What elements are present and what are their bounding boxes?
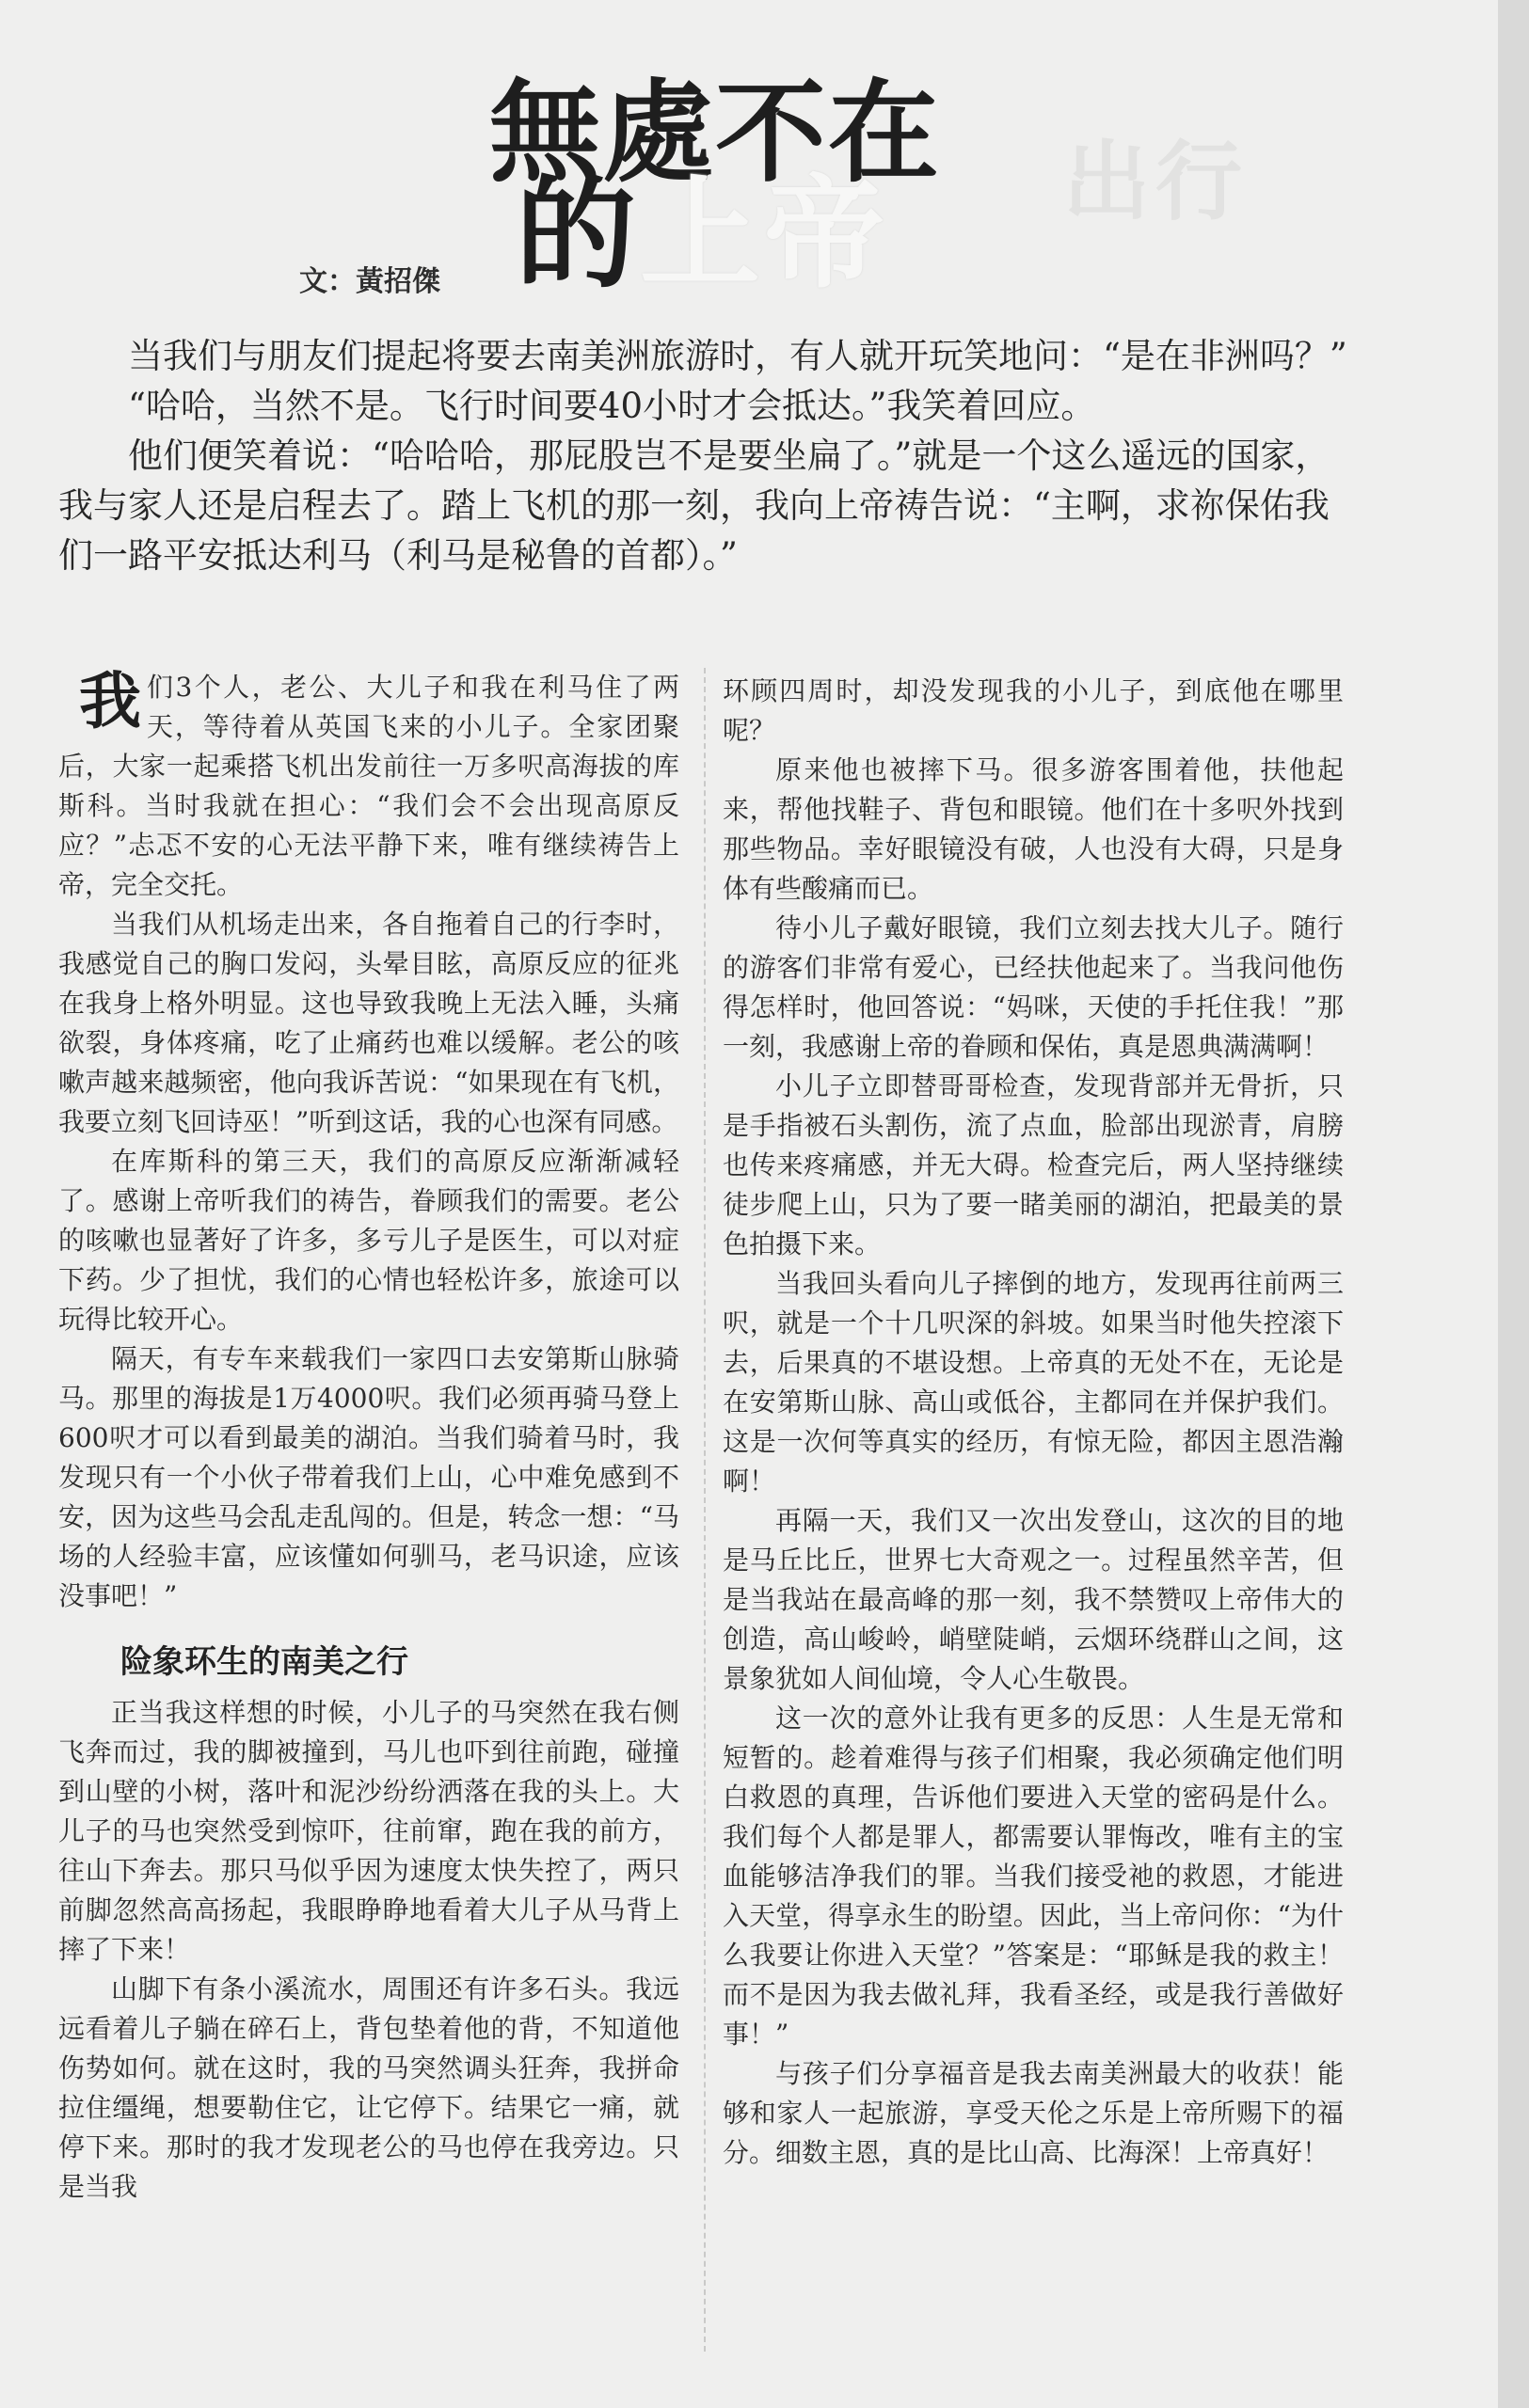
drop-cap: 我	[79, 665, 141, 737]
body-paragraph: 这一次的意外让我有更多的反思：人生是无常和短暂的。趁着难得与孩子们相聚，我必须确定他们明白救恩的真理，告诉他们要进入天堂的密码是什么。我们每个人都是罪人，都需要认罪悔改，唯有主的宝血能够洁净我们的罪。当我们接受祂的救恩，才能进入天堂，得享永生的盼望。因此，当上帝问你：“为什么我要让你进入天堂？”答案是：“耶稣是我的救主！而不是因为我去做礼拜，我看圣经，或是我行善做好事！”	[723, 1703, 1344, 2050]
section-subhead: 险象环生的南美之行	[120, 1643, 408, 1681]
title-char-de: 的	[516, 165, 641, 305]
body-paragraph: 环顾四周时，却没发现我的小儿子，到底他在哪里呢？	[723, 675, 1344, 746]
body-paragraph: 与孩子们分享福音是我去南美洲最大的收获！能够和家人一起旅游，享受天伦之乐是上帝所赐下的福分。细数主恩，真的是比山高、比海深！上帝真好！	[723, 2058, 1344, 2168]
left-column	[58, 665, 679, 2207]
page-edge-shadow	[1498, 0, 1529, 2408]
body-paragraph: 正当我这样想的时候，小儿子的马突然在我右侧飞奔而过，我的脚被撞到，马儿也吓到往前跑，碰撞到山壁的小树，落叶和泥沙纷纷洒落在我的头上。大儿子的马也突然受到惊吓，往前窜，跑在我的前方，往山下奔去。那只马似乎因为速度太快失控了，两只前脚忽然高高扬起，我眼睁睁地看着大儿子从马背上摔了下来！	[58, 1697, 679, 1965]
intro-paragraph: 当我们与朋友们提起将要去南美洲旅游时，有人就开玩笑地问：“是在非洲吗？”	[128, 336, 1347, 376]
body-paragraph: 当我回头看向儿子摔倒的地方，发现再往前两三呎，就是一个十几呎深的斜坡。如果当时他失控滚下去，后果真的不堪设想。上帝真的无处不在，无论是在安第斯山脉、高山或低谷，主都同在并保护我们。这是一次何等真实的经历，有惊无险，都因主恩浩瀚啊！	[723, 1268, 1344, 1497]
body-paragraph: 再隔一天，我们又一次出发登山，这次的目的地是马丘比丘，世界七大奇观之一。过程虽然辛苦，但是当我站在最高峰的那一刻，我不禁赞叹上帝伟大的创造，高山峻岭，峭壁陡峭，云烟环绕群山之间，这景象犹如人间仙境，令人心生敬畏。	[723, 1505, 1344, 1694]
body-paragraph: 小儿子立即替哥哥检查，发现背部并无骨折，只是手指被石头割伤，流了点血，脸部出现淤青，肩膀也传来疼痛感，并无大碍。检查完后，两人坚持继续徒步爬上山，只为了要一睹美丽的湖泊，把最美的景色拍摄下来。	[723, 1070, 1344, 1259]
intro-section	[58, 331, 1357, 580]
intro-paragraph: 他们便笑着说：“哈哈哈，那屁股岂不是要坐扁了。”就是一个这么遥远的国家，我与家人还是启程去了。踏上飞机的那一刻，我向上帝祷告说：“主啊，求祢保佑我们一路平安抵达利马（利马是秘鲁的首都）。”	[58, 436, 1330, 576]
body-paragraph	[58, 665, 679, 905]
bleed-through-text: 出行	[1063, 131, 1249, 232]
right-column	[723, 672, 1344, 2173]
body-paragraph: 当我们从机场走出来，各自拖着自己的行李时，我感觉自己的胸口发闷，头晕目眩，高原反应的征兆在我身上格外明显。这也导致我晚上无法入睡，头痛欲裂，身体疼痛，吃了止痛药也难以缓解。老公的咳嗽声越来越频密，他向我诉苦说：“如果现在有飞机，我要立刻飞回诗巫！”听到这话，我的心也深有同感。	[58, 909, 679, 1137]
title-word-shangdi: 上帝	[640, 165, 889, 305]
article-title-line2	[516, 165, 889, 305]
body-paragraph: 山脚下有条小溪流水，周围还有许多石头。我远远看着儿子躺在碎石上，背包垫着他的背，不知道他伤势如何。就在这时，我的马突然调头狂奔，我拼命拉住缰绳，想要勒住它，让它停下。结果它一痛，就停下来。那时的我才发现老公的马也停在我旁边。只是当我	[58, 1973, 679, 2202]
column-divider	[704, 668, 707, 2352]
body-paragraph: 在库斯科的第三天，我们的高原反应渐渐减轻了。感谢上帝听我们的祷告，眷顾我们的需要。老公的咳嗽也显著好了许多，多亏儿子是医生，可以对症下药。少了担忧，我们的心情也轻松许多，旅途可以玩得比较开心。	[58, 1146, 679, 1335]
body-columns	[58, 665, 1357, 2356]
intro-paragraph: “哈哈，当然不是。飞行时间要40小时才会抵达。”我笑着回应。	[128, 386, 1096, 426]
paragraph-text: 们3个人，老公、大儿子和我在利马住了两天，等待着从英国飞来的小儿子。全家团聚后，大家一起乘搭飞机出发前往一万多呎高海拔的库斯科。当时我就在担心：“我们会不会出现高原反应？”忐忑不安的心无法平静下来，唯有继续祷告上帝，完全交托。	[58, 672, 679, 900]
body-paragraph: 原来他也被摔下马。很多游客围着他，扶他起来，帮他找鞋子、背包和眼镜。他们在十多呎外找到那些物品。幸好眼镜没有破，人也没有大碍，只是身体有些酸痛而已。	[723, 754, 1344, 904]
body-paragraph: 隔天，有专车来载我们一家四口去安第斯山脉骑马。那里的海拔是1万4000呎。我们必须再骑马登上600呎才可以看到最美的湖泊。当我们骑着马时，我发现只有一个小伙子带着我们上山，心中难免感到不安，因为这些马会乱走乱闯的。但是，转念一想：“马场的人经验丰富，应该懂如何驯马，老马识途，应该没事吧！”	[58, 1343, 679, 1611]
byline: 文：黃招傑	[299, 265, 440, 298]
article-title-line1: 無處不在	[489, 68, 942, 198]
body-paragraph: 待小儿子戴好眼镜，我们立刻去找大儿子。随行的游客们非常有爱心，已经扶他起来了。当我问他伤得怎样时，他回答说：“妈咪，天使的手托住我！”那一刻，我感谢上帝的眷顾和保佑，真是恩典满满啊！	[723, 912, 1344, 1062]
